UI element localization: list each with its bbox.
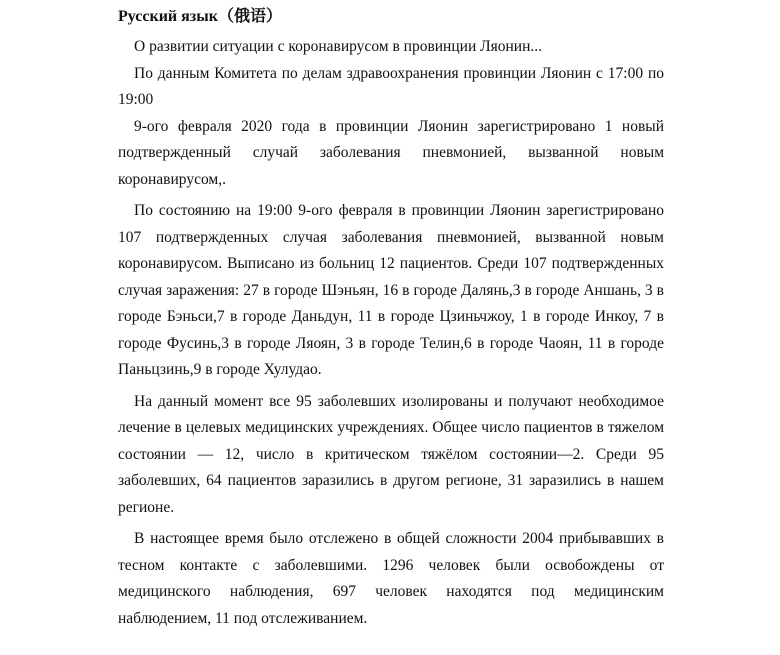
paragraph-confirmed-cases: По состоянию на 19:00 9-ого февраля в провинции Ляонин зарегистрировано 107 подтвержденных случая заболевания пневмонией, вызванной новым коронавирусом. Выписано из больниц 12 пациентов. Среди 107 подтвержденных случая заражения: 27 в городе Шэньян, 16 в городе Далянь,3 в городе Аншань, 3 в городе Бэньси,7 в городе Даньдун, 11 в городе Цзиньчжоу, 1 в городе Инкоу, 7 в городе Фусинь,3 в городе Ляоян, 3 в городе Телин,6 в городе Чаоян, 11 в городе Паньцзинь,9 в городе Хулудао.: [118, 202, 664, 378]
paragraph-source: По данным Комитета по делам здравоохранения провинции Ляонин с 17:00 по 19:00: [118, 64, 664, 108]
document-body: [118, 6, 664, 637]
paragraph-new-case: 9-ого февраля 2020 года в провинции Ляонин зарегистрировано 1 новый подтвержденный случай заболевания пневмонией, вызванной новым коронавирусом,.: [118, 117, 664, 188]
paragraph-contacts: В настоящее время было отслежено в общей сложности 2004 прибывавших в тесном контакте с заболевшими. 1296 человек были освобождены от медицинского наблюдения, 697 человек находятся под медицинским наблюдением, 11 под отслеживанием.: [118, 530, 664, 627]
document-heading: Русский язык（俄语）: [118, 8, 282, 25]
paragraph-intro: О развитии ситуации с коронавирусом в провинции Ляонин...: [134, 38, 543, 55]
paragraph-isolation: На данный момент все 95 заболевших изолированы и получают необходимое лечение в целевых медицинских учреждениях. Общее число пациентов в тяжелом состоянии — 12, число в критическом тяжёлом состоянии—2. Среди 95 заболевших, 64 пациентов заразились в другом регионе, 31 заразились в нашем регионе.: [118, 392, 664, 516]
